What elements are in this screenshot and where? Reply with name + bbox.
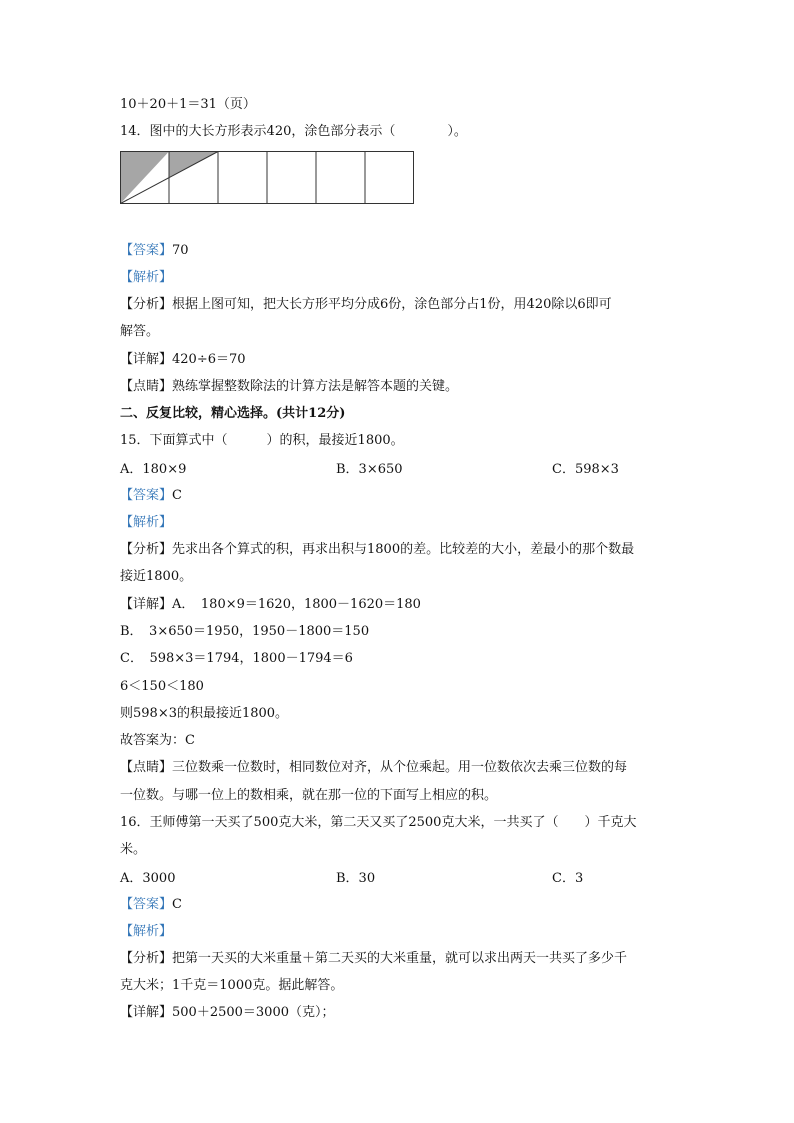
xiangjie-text: 500＋2500＝3000（克）； bbox=[172, 1005, 335, 1020]
q15-fenxi-cont: 接近1800。 bbox=[120, 569, 193, 584]
q16-option-c: C．3 bbox=[552, 871, 584, 886]
q15-xiangjie-a bbox=[120, 597, 421, 613]
answer-tag: 【答案】 bbox=[120, 243, 173, 258]
q16-fenxi bbox=[120, 951, 627, 967]
answer-value: C bbox=[172, 488, 182, 503]
q15-conclusion: 则598×3的积最接近1800。 bbox=[120, 706, 289, 721]
q15-final: 故答案为：C bbox=[120, 733, 195, 748]
q15-dianjing bbox=[120, 760, 627, 776]
q16-option-b: B．30 bbox=[336, 871, 376, 886]
q15-answer bbox=[120, 488, 182, 504]
q16-xiangjie bbox=[120, 1005, 335, 1021]
q14-fenxi bbox=[120, 297, 612, 313]
q16-answer bbox=[120, 897, 182, 913]
dianjing-text: 熟练掌握整数除法的计算方法是解答本题的关键。 bbox=[172, 379, 459, 394]
dianjing-tag: 【点睛】 bbox=[120, 760, 173, 775]
q15-option-a: A．180×9 bbox=[120, 462, 187, 477]
q14-analysis-tag: 【解析】 bbox=[120, 270, 173, 285]
dianjing-tag: 【点睛】 bbox=[120, 379, 173, 394]
section2-title: 二、反复比较，精心选择。(共计12分) bbox=[120, 406, 346, 421]
fenxi-tag: 【分析】 bbox=[120, 951, 173, 966]
fenxi-text: 根据上图可知，把大长方形平均分成6份，涂色部分占1份，用420除以6即可 bbox=[172, 297, 612, 312]
q14-question: 14．图中的大长方形表示420，涂色部分表示（ ）。 bbox=[120, 124, 467, 139]
xiangjie-text: A． 180×9＝1620，1800－1620＝180 bbox=[172, 597, 421, 612]
q15-analysis-tag: 【解析】 bbox=[120, 515, 173, 530]
q16-fenxi-cont: 克大米；1千克＝1000克。据此解答。 bbox=[120, 978, 344, 993]
q15-question: 15．下面算式中（ ）的积，最接近1800。 bbox=[120, 433, 404, 448]
q16-question-cont: 米。 bbox=[120, 842, 147, 857]
fenxi-tag: 【分析】 bbox=[120, 297, 173, 312]
xiangjie-tag: 【详解】 bbox=[120, 597, 173, 612]
answer-value: 70 bbox=[172, 243, 189, 258]
q14-answer bbox=[120, 243, 189, 259]
xiangjie-tag: 【详解】 bbox=[120, 1005, 173, 1020]
q15-option-b: B．3×650 bbox=[336, 462, 403, 477]
fenxi-text: 先求出各个算式的积，再求出积与1800的差。比较差的大小，差最小的那个数最 bbox=[172, 542, 635, 557]
q15-detail-c: C． 598×3＝1794，1800－1794＝6 bbox=[120, 651, 353, 666]
q15-fenxi bbox=[120, 542, 634, 558]
shaded-triangle-left bbox=[121, 152, 170, 204]
q16-analysis-tag: 【解析】 bbox=[120, 924, 173, 939]
q14-dianjing bbox=[120, 379, 458, 395]
q15-dianjing-cont: 一位数。与哪一位上的数相乘，就在那一位的下面写上相应的积。 bbox=[120, 788, 498, 803]
answer-tag: 【答案】 bbox=[120, 897, 173, 912]
dianjing-text: 三位数乘一位数时，相同数位对齐，从个位乘起。用一位数依次去乘三位数的每 bbox=[172, 760, 628, 775]
q14-xiangjie bbox=[120, 352, 246, 368]
q15-detail-b: B． 3×650＝1950，1950－1800＝150 bbox=[120, 624, 370, 639]
q14-rectangle-diagram bbox=[120, 151, 416, 205]
answer-value: C bbox=[172, 897, 182, 912]
fenxi-text: 把第一天买的大米重量＋第二天买的大米重量，就可以求出两天一共买了多少千 bbox=[172, 951, 628, 966]
q16-question: 16．王师傅第一天买了500克大米，第二天又买了2500克大米，一共买了（ ）千克大 bbox=[120, 815, 637, 830]
answer-tag: 【答案】 bbox=[120, 488, 173, 503]
q15-option-c: C．598×3 bbox=[552, 462, 619, 477]
q16-option-a: A．3000 bbox=[120, 871, 176, 886]
q13-result: 10＋20＋1＝31（页） bbox=[120, 97, 256, 112]
q15-compare: 6＜150＜180 bbox=[120, 679, 204, 694]
xiangjie-tag: 【详解】 bbox=[120, 352, 173, 367]
fenxi-tag: 【分析】 bbox=[120, 542, 173, 557]
xiangjie-text: 420÷6＝70 bbox=[172, 352, 246, 367]
q14-fenxi-cont: 解答。 bbox=[120, 324, 160, 339]
